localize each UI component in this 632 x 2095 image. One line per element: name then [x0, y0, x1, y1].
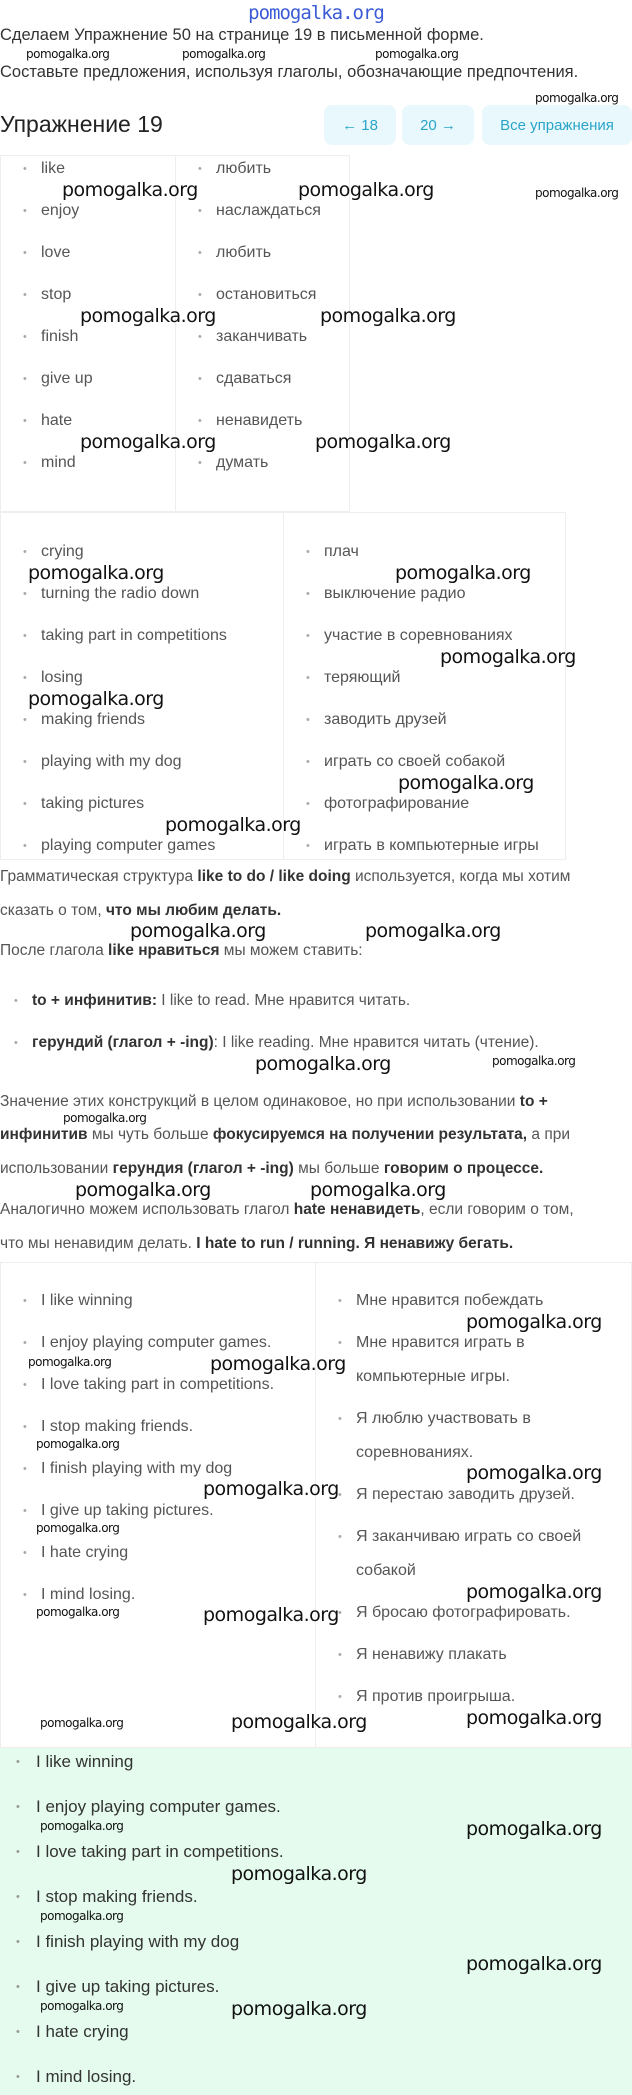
list-item: • сдаваться: [216, 370, 291, 388]
watermark-text: pomogalka.org: [315, 431, 451, 453]
watermark-text: pomogalka.org: [62, 179, 198, 201]
list-item: • I hate crying: [41, 1544, 128, 1562]
list-item: собакой: [356, 1562, 416, 1579]
watermark-text: pomogalka.org: [398, 772, 534, 794]
intro-line: Составьте предложения, используя глаголы, обозначающие предпочтения.: [0, 63, 579, 81]
list-item: • играть со своей собакой: [324, 753, 505, 771]
list-item: • заканчивать: [216, 328, 307, 346]
watermark-text: pomogalka.org: [28, 688, 164, 710]
list-item: • stop: [41, 286, 71, 304]
list-item: • Мне нравится играть в: [356, 1334, 525, 1352]
list-item: • playing computer games: [41, 837, 215, 855]
watermark-text: pomogalka.org: [466, 1462, 602, 1484]
list-item: • Я бросаю фотографировать.: [356, 1604, 571, 1622]
list-item: • hate: [41, 412, 72, 430]
watermark-text: pomogalka.org: [255, 1053, 391, 1075]
list-item: компьютерные игры.: [356, 1368, 510, 1385]
list-item: • Я заканчиваю играть со своей: [356, 1528, 581, 1546]
watermark-text: pomogalka.org: [40, 1999, 124, 2013]
watermark-text: pomogalka.org: [210, 1353, 346, 1375]
list-item: • I give up taking pictures.: [41, 1502, 214, 1520]
list-item: соревнованиях.: [356, 1444, 474, 1461]
watermark-text: pomogalka.org: [130, 920, 266, 942]
watermark-text: pomogalka.org: [320, 305, 456, 327]
list-item: • любить: [216, 160, 271, 178]
watermark-text: pomogalka.org: [535, 186, 619, 200]
list-item: • I enjoy playing computer games.: [41, 1334, 271, 1352]
list-item: • заводить друзей: [324, 711, 447, 729]
list-item: • taking pictures: [41, 795, 144, 813]
watermark-text: pomogalka.org: [310, 1179, 446, 1201]
list-item: • Я перестаю заводить друзей.: [356, 1486, 575, 1504]
paragraph: После глагола like нравиться мы можем ставить:: [0, 942, 363, 959]
paragraph: что мы ненавидим делать. I hate to run / running. Я ненавижу бегать.: [0, 1235, 514, 1252]
answer-item: • I love taking part in competitions.: [36, 1842, 284, 1862]
watermark-text: pomogalka.org: [182, 47, 266, 61]
watermark-text: pomogalka.org: [440, 646, 576, 668]
list-item: • taking part in competitions: [41, 627, 227, 645]
watermark-text: pomogalka.org: [40, 1909, 124, 1923]
watermark-text: pomogalka.org: [80, 431, 216, 453]
watermark-text: pomogalka.org: [466, 1581, 602, 1603]
list-item: • I stop making friends.: [41, 1418, 193, 1436]
page-title: Упражнение 19: [0, 111, 163, 137]
watermark-text: pomogalka.org: [36, 1605, 120, 1619]
list-item: • crying: [41, 543, 84, 561]
divider: [315, 1262, 316, 1748]
watermark-text: pomogalka.org: [466, 1707, 602, 1729]
watermark-text: pomogalka.org: [466, 1311, 602, 1333]
answer-item: • I mind losing.: [36, 2067, 136, 2087]
watermark-text: pomogalka.org: [36, 1437, 120, 1451]
watermark-text: pomogalka.org: [231, 1711, 367, 1733]
watermark-text: pomogalka.org: [466, 1953, 602, 1975]
watermark-text: pomogalka.org: [26, 47, 110, 61]
list-item: • I finish playing with my dog: [41, 1460, 232, 1478]
answer-item: • I finish playing with my dog: [36, 1932, 239, 1952]
list-item: • Мне нравится побеждать: [356, 1292, 543, 1310]
paragraph: Значение этих конструкций в целом одинаковое, но при использовании to +: [0, 1093, 548, 1110]
list-item: • love: [41, 244, 70, 262]
list-item: • любить: [216, 244, 271, 262]
list-item: • фотографирование: [324, 795, 469, 813]
all-exercises-button[interactable]: Все упражнения: [482, 105, 632, 145]
divider: [283, 512, 284, 860]
watermark-text: pomogalka.org: [375, 47, 459, 61]
list-item: • участие в соревнованиях: [324, 627, 513, 645]
rule-bullet: • to + инфинитив: I like to read. Мне нравится читать.: [32, 992, 410, 1010]
paragraph: использовании герундия (глагол + -ing) мы больше говорим о процессе.: [0, 1160, 544, 1177]
list-item: • like: [41, 160, 65, 178]
watermark-text: pomogalka.org: [298, 179, 434, 201]
list-item: • выключение радио: [324, 585, 465, 603]
list-item: • думать: [216, 454, 268, 472]
watermark-text: pomogalka.org: [28, 562, 164, 584]
watermark-text: pomogalka.org: [492, 1054, 576, 1068]
paragraph: Грамматическая структура like to do / like doing используется, когда мы хотим: [0, 868, 571, 885]
watermark-text: pomogalka.org: [203, 1604, 339, 1626]
list-item: • теряющий: [324, 669, 400, 687]
watermark-text: pomogalka.org: [395, 562, 531, 584]
paragraph: Аналогично можем использовать глагол hate ненавидеть, если говорим о том,: [0, 1201, 574, 1218]
list-item: • making friends: [41, 711, 145, 729]
watermark-text: pomogalka.org: [40, 1819, 124, 1833]
list-item: • playing with my dog: [41, 753, 182, 771]
intro-line: Сделаем Упражнение 50 на странице 19 в письменной форме.: [0, 26, 484, 44]
list-item: • I love taking part in competitions.: [41, 1376, 274, 1394]
list-item: • I mind losing.: [41, 1586, 135, 1604]
list-item: • losing: [41, 669, 83, 687]
watermark-text: pomogalka.org: [365, 920, 501, 942]
watermark-text: pomogalka.org: [231, 1863, 367, 1885]
list-item: • enjoy: [41, 202, 79, 220]
list-item: • играть в компьютерные игры: [324, 837, 539, 855]
list-item: • Я ненавижу плакать: [356, 1646, 507, 1664]
divider: [175, 155, 176, 512]
list-item: • остановиться: [216, 286, 316, 304]
list-item: • turning the radio down: [41, 585, 199, 603]
watermark-text: pomogalka.org: [466, 1818, 602, 1840]
watermark-text: pomogalka.org: [75, 1179, 211, 1201]
watermark-text: pomogalka.org: [231, 1998, 367, 2020]
answer-item: • I stop making friends.: [36, 1887, 198, 1907]
list-item: • Я против проигрыша.: [356, 1688, 515, 1706]
list-item: • finish: [41, 328, 78, 346]
watermark-text: pomogalka.org: [535, 91, 619, 105]
site-logo[interactable]: pomogalka.org: [248, 2, 384, 24]
answer-item: • I enjoy playing computer games.: [36, 1797, 281, 1817]
watermark-text: pomogalka.org: [165, 814, 301, 836]
watermark-text: pomogalka.org: [36, 1521, 120, 1535]
answer-item: • I hate crying: [36, 2022, 129, 2042]
answer-item: • I give up taking pictures.: [36, 1977, 219, 1997]
watermark-text: pomogalka.org: [80, 305, 216, 327]
list-item: • I like winning: [41, 1292, 133, 1310]
list-item: • give up: [41, 370, 93, 388]
next-exercise-button[interactable]: 20 →: [402, 105, 474, 145]
paragraph: инфинитив мы чуть больше фокусируемся на получении результата, а при: [0, 1126, 570, 1143]
prev-exercise-button[interactable]: ← 18: [324, 105, 396, 145]
list-item: • наслаждаться: [216, 202, 321, 220]
paragraph: сказать о том, что мы любим делать.: [0, 902, 282, 919]
rule-bullet: • герундий (глагол + -ing): I like reading. Мне нравится читать (чтение).: [32, 1034, 539, 1052]
watermark-text: pomogalka.org: [40, 1716, 124, 1730]
watermark-text: pomogalka.org: [28, 1355, 112, 1369]
watermark-text: pomogalka.org: [63, 1111, 147, 1125]
answer-item: • I like winning: [36, 1752, 133, 1772]
list-item: • ненавидеть: [216, 412, 302, 430]
list-item: • Я люблю участвовать в: [356, 1410, 531, 1428]
list-item: • mind: [41, 454, 76, 472]
list-item: • плач: [324, 543, 359, 561]
watermark-text: pomogalka.org: [203, 1478, 339, 1500]
